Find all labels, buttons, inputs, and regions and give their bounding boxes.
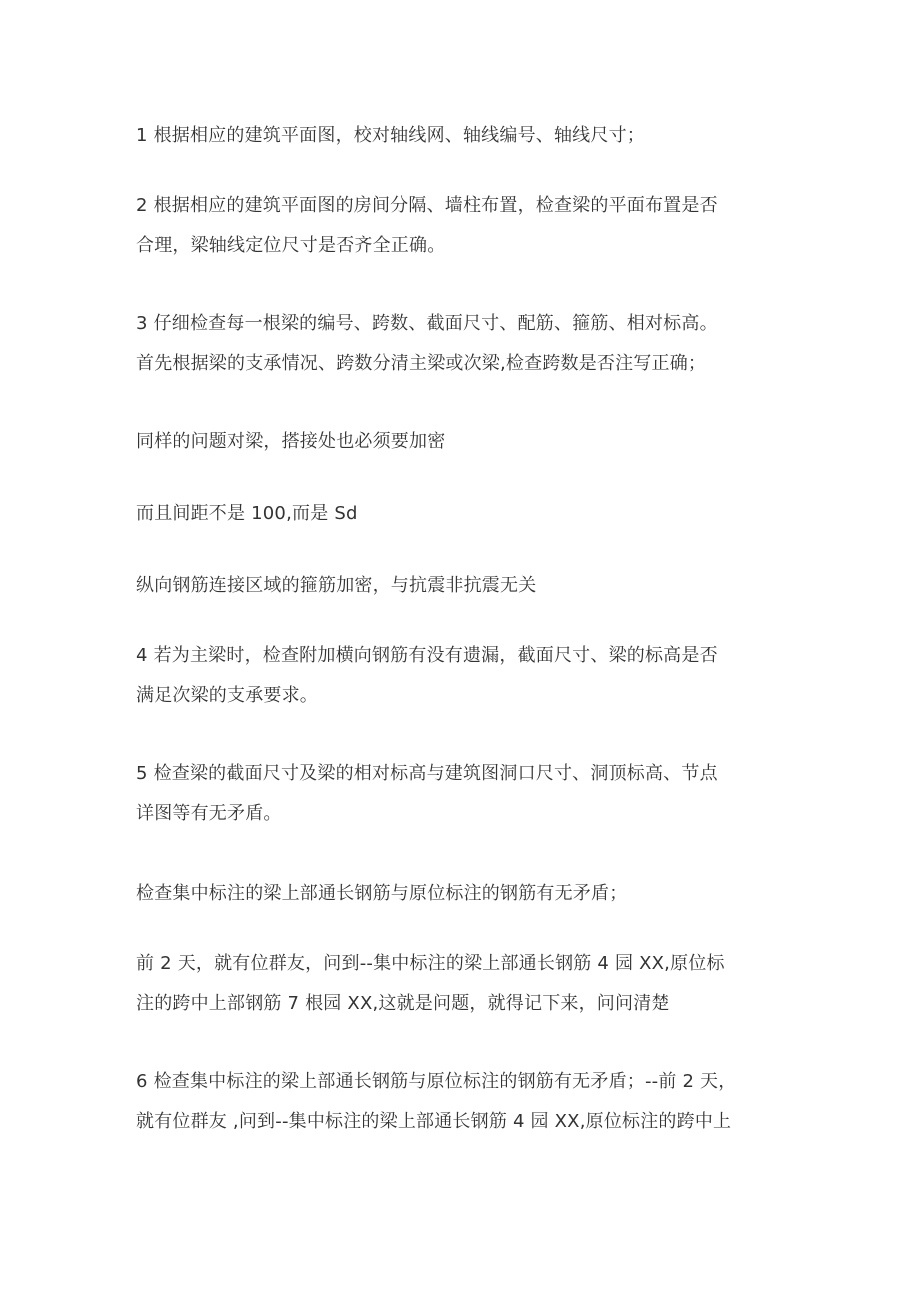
paragraph-line: 而且间距不是 100,而是 Sd [136,503,358,524]
paragraph-line: 前 2 天，就有位群友，问到--集中标注的梁上部通长钢筋 4 园 XX,原位标 [136,953,725,974]
paragraph-line: 满足次梁的支承要求。 [136,685,318,706]
paragraph-line: 3 仔细检查每一根梁的编号、跨数、截面尺寸、配筋、箍筋、相对标高。 [136,313,718,334]
paragraph-10 [136,944,836,1024]
paragraph-3 [136,304,836,384]
paragraph-line: 2 根据相应的建筑平面图的房间分隔、墙柱布置，检查梁的平面布置是否 [136,195,718,216]
paragraph-line: 合理，梁轴线定位尺寸是否齐全正确。 [136,235,446,256]
paragraph-11 [136,1062,836,1142]
paragraph-7 [136,636,836,716]
paragraph-6 [136,566,836,606]
paragraph-5 [136,494,836,534]
paragraph-line: 首先根据梁的支承情况、跨数分清主梁或次梁,检查跨数是否注写正确； [136,353,707,374]
paragraph-line: 纵向钢筋连接区域的箍筋加密，与抗震非抗震无关 [136,575,537,596]
paragraph-line: 同样的问题对梁，搭接处也必须要加密 [136,431,446,452]
paragraph-line: 1 根据相应的建筑平面图，校对轴线网、轴线编号、轴线尺寸； [136,125,645,146]
paragraph-9 [136,874,836,914]
paragraph-line: 检查集中标注的梁上部通长钢筋与原位标注的钢筋有无矛盾； [136,883,628,904]
paragraph-line: 详图等有无矛盾。 [136,803,282,824]
paragraph-line: 5 检查梁的截面尺寸及梁的相对标高与建筑图洞口尺寸、洞顶标高、节点 [136,763,718,784]
paragraph-line: 6 检查集中标注的梁上部通长钢筋与原位标注的钢筋有无矛盾；--前 2 天， [136,1071,737,1092]
paragraph-line: 就有位群友 ,问到--集中标注的梁上部通长钢筋 4 园 XX,原位标注的跨中上 [136,1111,732,1132]
paragraph-1 [136,116,836,156]
paragraph-line: 注的跨中上部钢筋 7 根园 XX,这就是问题，就得记下来，问问清楚 [136,993,670,1014]
paragraph-8 [136,754,836,834]
paragraph-line: 4 若为主梁时，检查附加横向钢筋有没有遗漏，截面尺寸、梁的标高是否 [136,645,718,666]
paragraph-2 [136,186,836,266]
paragraph-4 [136,422,836,462]
